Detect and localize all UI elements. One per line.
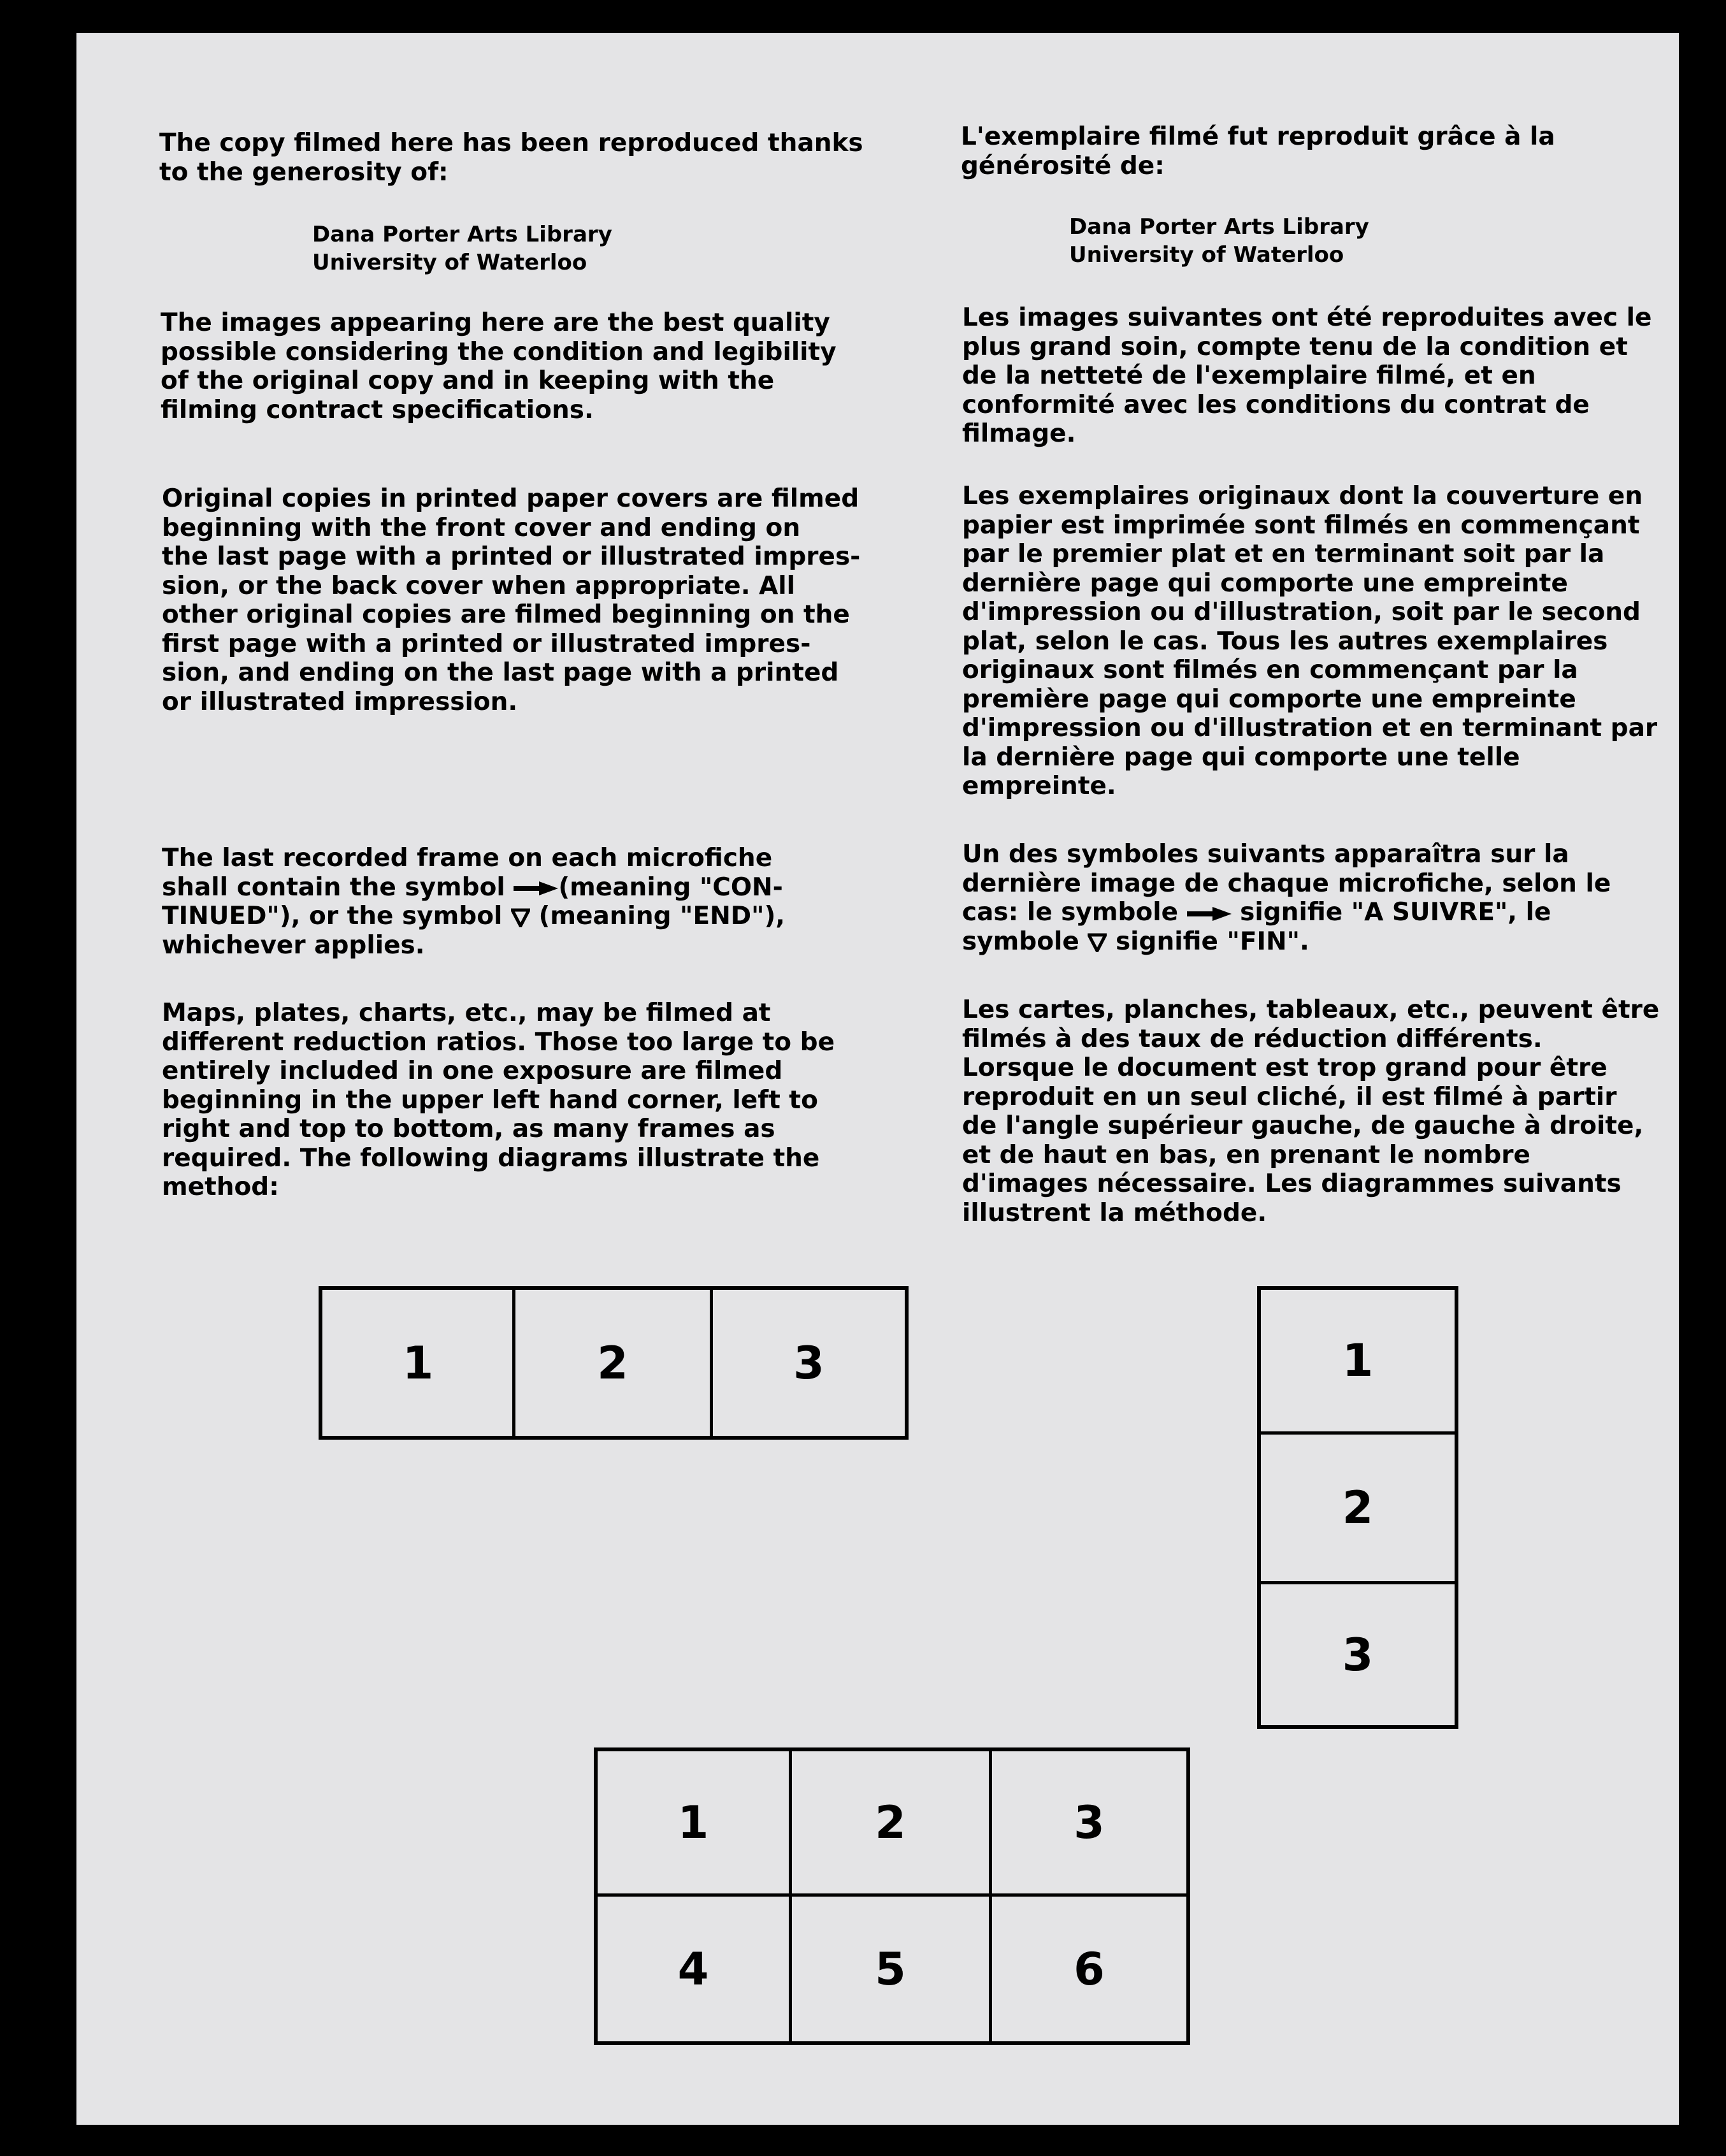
frame-cell: 2 — [875, 1796, 906, 1849]
diagram-horizontal-frames — [319, 1286, 909, 1440]
frame-cell: 1 — [677, 1796, 709, 1849]
diagram-grid-frames — [594, 1747, 1190, 2045]
arrow-continued-icon — [514, 881, 558, 896]
french-symbols-line-3b: signifie "A SUIVRE", le — [1231, 898, 1551, 927]
triangle-end-icon — [511, 908, 530, 927]
french-symbols-line-2: dernière image de chaque microfiche, selon le — [962, 869, 1611, 898]
english-intro: The copy filmed here has been reproduced thanks to the generosity of: — [159, 129, 863, 187]
french-maps-notice: Les cartes, planches, tableaux, etc., peuvent être filmés à des taux de réduction différents. Lorsque le document est trop grand pour être reproduit en un seul cliché, il est filmé à partir de l'angle supérieur gauche, de gauche à droite, et de haut en bas, en prenant le nombre d'images nécessaire. Les diagrammes suivants illustrent la méthode. — [962, 995, 1660, 1227]
english-symbols-line-1: The last recorded frame on each microfiche — [162, 844, 773, 872]
frame-cell: 2 — [597, 1336, 628, 1389]
frame-cell: 6 — [1074, 1943, 1105, 1995]
french-symbols-line-4b: signifie "FIN". — [1107, 927, 1309, 956]
english-library-credit: Dana Porter Arts Library University of Waterloo — [312, 222, 612, 275]
french-symbols-notice — [962, 840, 1611, 956]
french-intro: L'exemplaire filmé fut reproduit grâce à la générosité de: — [961, 122, 1555, 180]
french-covers-notice: Les exemplaires originaux dont la couverture en papier est imprimée sont filmés en commençant par le premier plat et en terminant soit par la dernière page qui comporte une empreinte d'impression ou d'illustration, soit par le second plat, selon le cas. Tous les autres exemplaires originaux sont filmés en commençant par la première page qui comporte une empreinte d'impression ou d'illustration et en terminant par la dernière page qui comporte une telle empreinte. — [962, 482, 1658, 800]
frame-cell: 3 — [1342, 1628, 1374, 1681]
english-covers-notice: Original copies in printed paper covers are filmed beginning with the front cover and ending on the last page with a printed or illustrated impres- sion, or the back cover when appropriate. All other original copies are filmed beginning on the first page with a printed or illustrated impres- sion, and ending on the last page with a printed or illustrated impression. — [162, 484, 861, 716]
frame-cell: 1 — [1342, 1335, 1374, 1387]
triangle-fin-icon — [1088, 933, 1107, 952]
french-symbols-line-1: Un des symboles suivants apparaîtra sur la — [962, 840, 1569, 869]
french-library-credit: Dana Porter Arts Library University of Waterloo — [1069, 214, 1369, 268]
arrow-suivre-icon — [1187, 906, 1232, 922]
frame-cell: 3 — [1074, 1796, 1105, 1849]
english-maps-notice: Maps, plates, charts, etc., may be filmed at different reduction ratios. Those too large to be entirely included in one exposure are filmed beginning in the upper left hand corner, left to right and top to bottom, as many frames as required. The following diagrams illustrate the method: — [162, 999, 835, 1201]
frame-cell: 2 — [1342, 1482, 1374, 1534]
english-symbols-line-2 — [162, 873, 785, 902]
english-symbols-line-2b: (meaning "CON- — [558, 872, 783, 902]
french-symbols-line-4 — [962, 927, 1611, 957]
film-target-page — [76, 33, 1679, 2125]
french-quality-notice: Les images suivantes ont été reproduites avec le plus grand soin, compte tenu de la condition et de la netteté de l'exemplaire filmé, et en conformité avec les conditions du contrat de filmage. — [962, 303, 1652, 448]
french-symbols-line-3a: cas: le symbole — [962, 898, 1187, 927]
english-quality-notice: The images appearing here are the best quality possible considering the condition and legibility of the original copy and in keeping with the filming contract specifications. — [161, 308, 837, 424]
french-symbols-line-3 — [962, 898, 1611, 927]
french-symbols-line-4a: symbole — [962, 927, 1088, 956]
diagram-vertical-frames — [1257, 1286, 1458, 1729]
english-symbols-notice — [162, 844, 785, 960]
frame-cell: 1 — [402, 1336, 434, 1389]
english-symbols-line-4: whichever applies. — [162, 930, 425, 960]
frame-cell: 5 — [875, 1943, 906, 1995]
english-symbols-line-3a: TINUED"), or the symbol — [162, 902, 511, 930]
frame-cell: 4 — [677, 1943, 709, 1995]
english-symbols-line-3 — [162, 902, 785, 931]
frame-cell: 3 — [793, 1336, 824, 1389]
english-symbols-line-2a: shall contain the symbol — [162, 872, 514, 902]
english-symbols-line-3b: (meaning "END"), — [529, 902, 786, 930]
